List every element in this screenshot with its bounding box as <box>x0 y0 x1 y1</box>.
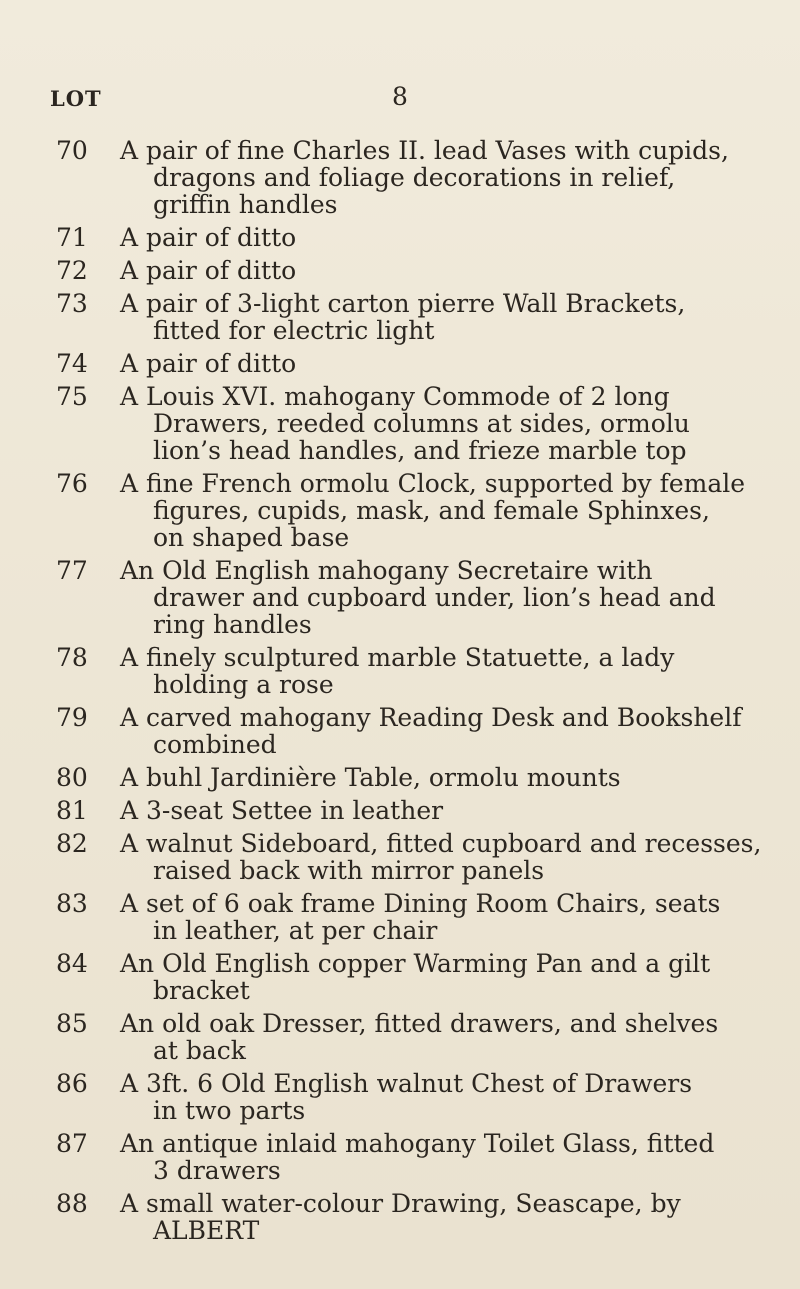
lot-description <box>120 1130 780 1184</box>
lot-description-line: in leather, at per chair <box>153 916 438 945</box>
lot-description-line: A pair of fine Charles II. lead Vases with cupids, <box>120 136 729 165</box>
lot-description-line: combined <box>153 730 277 759</box>
lot-description <box>120 137 780 218</box>
lot-column-header: LOT <box>50 86 102 111</box>
lot-description-line: An Old English mahogany Secretaire with <box>120 556 653 585</box>
lot-entry <box>0 470 800 551</box>
lot-description-line: ring handles <box>153 610 312 639</box>
lot-description-line: An Old English copper Warming Pan and a gilt <box>120 949 711 978</box>
lot-description-line: A pair of ditto <box>120 223 297 252</box>
lot-entry <box>0 137 800 218</box>
lot-description-line: A pair of ditto <box>120 349 297 378</box>
lot-entry <box>0 383 800 464</box>
lot-description-line: A pair of 3-light carton pierre Wall Brackets, <box>120 289 686 318</box>
lot-description-line: A pair of ditto <box>120 256 297 285</box>
lot-description <box>120 797 780 824</box>
lot-description <box>120 224 780 251</box>
lot-entry <box>0 644 800 698</box>
lot-entry <box>0 350 800 377</box>
lot-description <box>120 950 780 1004</box>
lot-number: 82 <box>56 829 88 858</box>
lot-description-line: in two parts <box>153 1096 306 1125</box>
lot-number: 88 <box>56 1189 88 1218</box>
lot-number: 79 <box>56 703 88 732</box>
lot-description-line: A small water-colour Drawing, Seascape, by <box>120 1189 681 1218</box>
lot-number: 72 <box>56 256 88 285</box>
lot-description-line: on shaped base <box>153 523 350 552</box>
lot-number: 75 <box>56 382 88 411</box>
lot-number: 77 <box>56 556 88 585</box>
lot-description <box>120 557 780 638</box>
lot-number: 71 <box>56 223 88 252</box>
lot-description-line: bracket <box>153 976 250 1005</box>
lot-entry <box>0 830 800 884</box>
lot-description-line: holding a rose <box>153 670 334 699</box>
lot-description <box>120 704 780 758</box>
lot-entry <box>0 224 800 251</box>
lot-description <box>120 383 780 464</box>
lot-number: 76 <box>56 469 88 498</box>
lot-entry <box>0 557 800 638</box>
lot-description <box>120 1190 780 1244</box>
lot-description-line: An antique inlaid mahogany Toilet Glass, fitted <box>120 1129 715 1158</box>
lot-number: 80 <box>56 763 88 792</box>
lot-description-line: A fine French ormolu Clock, supported by female <box>120 469 746 498</box>
lot-description <box>120 257 780 284</box>
lot-description-line: A Louis XVI. mahogany Commode of 2 long <box>120 382 670 411</box>
lot-description-line: griffin handles <box>153 190 338 219</box>
lot-number: 85 <box>56 1009 88 1038</box>
lot-description-line: A carved mahogany Reading Desk and Bookshelf <box>120 703 742 732</box>
lot-description-line: A 3ft. 6 Old English walnut Chest of Drawers <box>120 1069 693 1098</box>
lot-description-line: fitted for electric light <box>153 316 435 345</box>
lot-description <box>120 830 780 884</box>
lot-description-line: at back <box>153 1036 246 1065</box>
lot-number: 70 <box>56 136 88 165</box>
lot-description <box>120 290 780 344</box>
lot-description-line: A buhl Jardinière Table, ormolu mounts <box>120 763 621 792</box>
lot-description <box>120 890 780 944</box>
lot-entry <box>0 704 800 758</box>
lot-number: 78 <box>56 643 88 672</box>
lot-entry <box>0 797 800 824</box>
lot-number: 73 <box>56 289 88 318</box>
lot-number: 87 <box>56 1129 88 1158</box>
lot-entry <box>0 764 800 791</box>
lot-number: 83 <box>56 889 88 918</box>
lot-entry <box>0 1130 800 1184</box>
lot-description-line: figures, cupids, mask, and female Sphinxes, <box>153 496 710 525</box>
lot-entry <box>0 890 800 944</box>
lot-entry <box>0 257 800 284</box>
lot-description-line: lion’s head handles, and frieze marble top <box>153 436 687 465</box>
lot-description <box>120 764 780 791</box>
lot-description-line: drawer and cupboard under, lion’s head and <box>153 583 716 612</box>
lot-description <box>120 470 780 551</box>
lot-number: 86 <box>56 1069 88 1098</box>
lot-description-line: 3 drawers <box>153 1156 281 1185</box>
lot-description-line: A walnut Sideboard, fitted cupboard and recesses, <box>120 829 762 858</box>
lot-description-line: raised back with mirror panels <box>153 856 545 885</box>
lot-number: 74 <box>56 349 88 378</box>
lot-description-line: A set of 6 oak frame Dining Room Chairs, seats <box>120 889 721 918</box>
lot-entry <box>0 1070 800 1124</box>
page-number: 8 <box>392 82 408 111</box>
lot-list <box>0 137 800 1250</box>
lot-description-line: A 3-seat Settee in leather <box>120 796 444 825</box>
lot-description <box>120 1070 780 1124</box>
lot-description-line: ALBERT <box>153 1216 260 1245</box>
lot-description <box>120 350 780 377</box>
lot-description-line: dragons and foliage decorations in relief, <box>153 163 676 192</box>
lot-entry <box>0 1190 800 1244</box>
lot-number: 84 <box>56 949 88 978</box>
lot-entry <box>0 1010 800 1064</box>
lot-description-line: A finely sculptured marble Statuette, a lady <box>120 643 675 672</box>
lot-number: 81 <box>56 796 88 825</box>
lot-description-line: An old oak Dresser, fitted drawers, and shelves <box>120 1009 719 1038</box>
lot-description <box>120 1010 780 1064</box>
lot-entry <box>0 290 800 344</box>
lot-entry <box>0 950 800 1004</box>
lot-description-line: Drawers, reeded columns at sides, ormolu <box>153 409 690 438</box>
lot-description <box>120 644 780 698</box>
